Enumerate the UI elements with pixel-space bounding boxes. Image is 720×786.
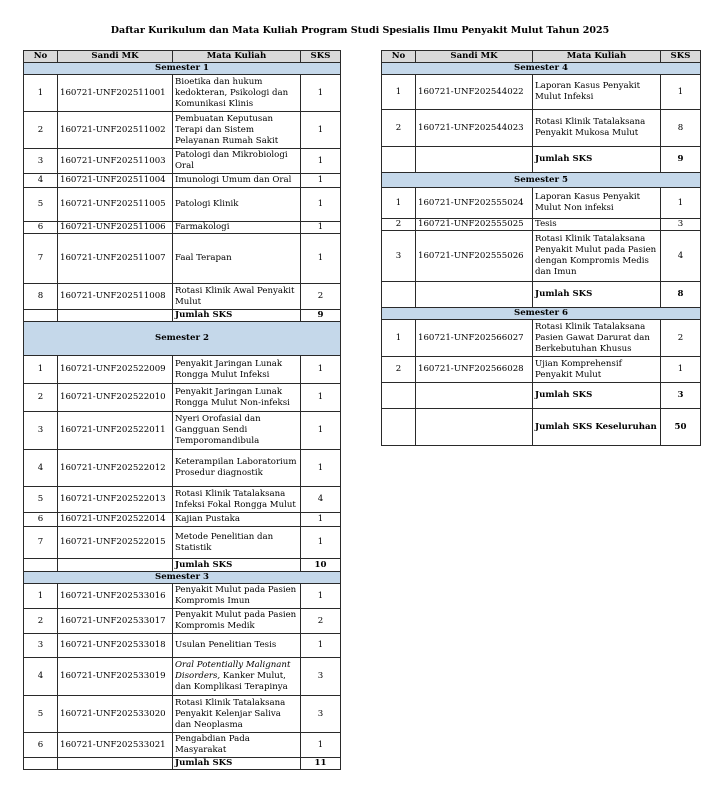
total-label: Jumlah SKS — [173, 559, 301, 572]
table-row — [24, 584, 341, 609]
semester-3-total: 11 — [301, 758, 341, 770]
table-row — [24, 149, 341, 174]
table-row — [24, 487, 341, 513]
table-row — [24, 384, 341, 412]
grand-total-value: 50 — [661, 409, 701, 446]
course-sks: 1 — [301, 634, 341, 658]
row-no: 1 — [24, 584, 58, 609]
course-code: 160721-UNF202522012 — [58, 450, 173, 487]
course-name: Kajian Pustaka — [173, 513, 301, 527]
table-row — [24, 527, 341, 559]
row-no: 3 — [382, 231, 416, 282]
row-no: 5 — [24, 696, 58, 733]
semester-6-total-row — [382, 383, 701, 409]
course-name: Penyakit Jaringan Lunak Rongga Mulut Infeksi — [173, 356, 301, 384]
total-label: Jumlah SKS — [533, 383, 661, 409]
semester-3-heading: Semester 3 — [24, 572, 341, 584]
row-no: 1 — [382, 188, 416, 219]
course-sks: 1 — [301, 527, 341, 559]
course-code: 160721-UNF202511001 — [58, 75, 173, 112]
course-name: Penyakit Mulut pada Pasien Kompromis Medik — [173, 609, 301, 634]
header-row — [24, 51, 341, 63]
course-sks: 8 — [661, 110, 701, 147]
course-name: Bioetika dan hukum kedokteran, Psikologi dan Komunikasi Klinis — [173, 75, 301, 112]
header-code: Sandi MK — [416, 51, 533, 63]
semester-5-total-row — [382, 282, 701, 308]
row-no: 2 — [382, 110, 416, 147]
course-code: 160721-UNF202555024 — [416, 188, 533, 219]
course-code: 160721-UNF202533021 — [58, 733, 173, 758]
table-row — [382, 357, 701, 383]
course-sks: 3 — [301, 658, 341, 696]
row-no: 2 — [382, 357, 416, 383]
course-code: 160721-UNF202566028 — [416, 357, 533, 383]
course-code: 160721-UNF202511008 — [58, 284, 173, 310]
header-code: Sandi MK — [58, 51, 173, 63]
course-name-italic: Oral Potentially Malignant Disorders, — [175, 660, 291, 681]
header-course: Mata Kuliah — [173, 51, 301, 63]
course-name: Rotasi Klinik Tatalaksana Penyakit Mukosa Mulut — [533, 110, 661, 147]
semester-2-heading: Semester 2 — [24, 322, 341, 356]
table-row — [24, 356, 341, 384]
row-no: 4 — [24, 450, 58, 487]
course-code: 160721-UNF202511005 — [58, 188, 173, 222]
course-code: 160721-UNF202533020 — [58, 696, 173, 733]
course-sks: 1 — [301, 384, 341, 412]
semester-5-heading: Semester 5 — [382, 173, 701, 188]
course-code: 160721-UNF202522009 — [58, 356, 173, 384]
course-sks: 1 — [301, 356, 341, 384]
course-name: Farmakologi — [173, 222, 301, 234]
course-code: 160721-UNF202522014 — [58, 513, 173, 527]
course-name: Penyakit Jaringan Lunak Rongga Mulut Non-infeksi — [173, 384, 301, 412]
course-sks: 1 — [301, 188, 341, 222]
row-no: 4 — [24, 174, 58, 188]
table-row — [24, 450, 341, 487]
course-sks: 1 — [661, 75, 701, 110]
row-no: 3 — [24, 412, 58, 450]
table-row — [382, 219, 701, 231]
row-no: 2 — [24, 609, 58, 634]
course-code: 160721-UNF202511002 — [58, 112, 173, 149]
course-code: 160721-UNF202522011 — [58, 412, 173, 450]
course-sks: 1 — [301, 733, 341, 758]
total-label: Jumlah SKS — [173, 758, 301, 770]
course-code: 160721-UNF202555026 — [416, 231, 533, 282]
row-no: 2 — [382, 219, 416, 231]
header-row — [382, 51, 701, 63]
course-name: Pembuatan Keputusan Terapi dan Sistem Pelayanan Rumah Sakit — [173, 112, 301, 149]
course-name: Rotasi Klinik Tatalaksana Penyakit Kelenjar Saliva dan Neoplasma — [173, 696, 301, 733]
course-name: Keterampilan Laboratorium Prosedur diagnostik — [173, 450, 301, 487]
course-sks: 4 — [661, 231, 701, 282]
document-title: Daftar Kurikulum dan Mata Kuliah Program Studi Spesialis Ilmu Penyakit Mulut Tahun 2025 — [110, 25, 610, 36]
course-sks: 2 — [301, 284, 341, 310]
table-row — [24, 284, 341, 310]
header-sks: SKS — [301, 51, 341, 63]
course-code: 160721-UNF202555025 — [416, 219, 533, 231]
table-row — [24, 609, 341, 634]
grand-total-row — [382, 409, 701, 446]
table-row — [382, 188, 701, 219]
course-sks: 1 — [301, 222, 341, 234]
total-label: Jumlah SKS — [533, 147, 661, 173]
course-code: 160721-UNF202566027 — [416, 320, 533, 357]
curriculum-table-right — [381, 50, 701, 446]
course-code: 160721-UNF202544023 — [416, 110, 533, 147]
row-no: 4 — [24, 658, 58, 696]
semester-4-total-row — [382, 147, 701, 173]
course-code: 160721-UNF202511006 — [58, 222, 173, 234]
course-name — [173, 658, 301, 696]
course-sks: 1 — [301, 450, 341, 487]
semester-4-total: 9 — [661, 147, 701, 173]
course-sks: 1 — [301, 75, 341, 112]
table-row — [24, 412, 341, 450]
row-no: 6 — [24, 513, 58, 527]
table-row — [24, 75, 341, 112]
semester-1-total: 9 — [301, 310, 341, 322]
row-no: 8 — [24, 284, 58, 310]
header-no: No — [382, 51, 416, 63]
course-name: Penyakit Mulut pada Pasien Kompromis Imun — [173, 584, 301, 609]
row-no: 1 — [24, 75, 58, 112]
table-row — [382, 231, 701, 282]
total-label: Jumlah SKS — [173, 310, 301, 322]
semester-1-heading: Semester 1 — [24, 63, 341, 75]
course-code: 160721-UNF202511004 — [58, 174, 173, 188]
course-name: Laporan Kasus Penyakit Mulut Infeksi — [533, 75, 661, 110]
table-row — [382, 320, 701, 357]
course-sks: 1 — [301, 412, 341, 450]
course-code: 160721-UNF202533018 — [58, 634, 173, 658]
course-code: 160721-UNF202522010 — [58, 384, 173, 412]
course-name: Imunologi Umum dan Oral — [173, 174, 301, 188]
course-name: Usulan Penelitian Tesis — [173, 634, 301, 658]
table-row — [24, 733, 341, 758]
course-name: Rotasi Klinik Tatalaksana Infeksi Fokal Rongga Mulut — [173, 487, 301, 513]
row-no: 6 — [24, 733, 58, 758]
course-name: Ujian Komprehensif Penyakit Mulut — [533, 357, 661, 383]
course-name: Pengabdian Pada Masyarakat — [173, 733, 301, 758]
table-row — [24, 513, 341, 527]
table-row — [24, 112, 341, 149]
course-sks: 1 — [301, 112, 341, 149]
course-sks: 3 — [301, 696, 341, 733]
header-no: No — [24, 51, 58, 63]
course-sks: 3 — [661, 219, 701, 231]
semester-6-heading: Semester 6 — [382, 308, 701, 320]
curriculum-table-left — [23, 50, 341, 770]
course-sks: 1 — [301, 174, 341, 188]
table-row — [382, 110, 701, 147]
semester-1-total-row — [24, 310, 341, 322]
course-sks: 1 — [301, 513, 341, 527]
semester-6-total: 3 — [661, 383, 701, 409]
header-sks: SKS — [661, 51, 701, 63]
course-code: 160721-UNF202511007 — [58, 234, 173, 284]
table-row — [24, 696, 341, 733]
course-sks: 4 — [301, 487, 341, 513]
course-name: Nyeri Orofasial dan Gangguan Sendi Temporomandibula — [173, 412, 301, 450]
course-sks: 1 — [301, 149, 341, 174]
table-row — [24, 658, 341, 696]
course-code: 160721-UNF202511003 — [58, 149, 173, 174]
row-no: 5 — [24, 188, 58, 222]
row-no: 2 — [24, 384, 58, 412]
table-row — [24, 222, 341, 234]
course-name: Patologi dan Mikrobiologi Oral — [173, 149, 301, 174]
row-no: 1 — [382, 320, 416, 357]
total-label: Jumlah SKS — [533, 282, 661, 308]
course-name: Faal Terapan — [173, 234, 301, 284]
course-sks: 1 — [661, 188, 701, 219]
course-name: Rotasi Klinik Awal Penyakit Mulut — [173, 284, 301, 310]
course-name: Laporan Kasus Penyakit Mulut Non infeksi — [533, 188, 661, 219]
semester-3-total-row — [24, 758, 341, 770]
header-course: Mata Kuliah — [533, 51, 661, 63]
row-no: 7 — [24, 234, 58, 284]
course-name: Patologi Klinik — [173, 188, 301, 222]
course-sks: 1 — [301, 234, 341, 284]
table-row — [382, 75, 701, 110]
course-code: 160721-UNF202522015 — [58, 527, 173, 559]
course-sks: 1 — [661, 357, 701, 383]
semester-4-heading: Semester 4 — [382, 63, 701, 75]
row-no: 2 — [24, 112, 58, 149]
course-name: Rotasi Klinik Tatalaksana Penyakit Mulut pada Pasien dengan Kompromis Medis dan Imun — [533, 231, 661, 282]
row-no: 3 — [24, 634, 58, 658]
course-name: Metode Penelitian dan Statistik — [173, 527, 301, 559]
row-no: 6 — [24, 222, 58, 234]
course-name: Rotasi Klinik Tatalaksana Pasien Gawat Darurat dan Berkebutuhan Khusus — [533, 320, 661, 357]
table-row — [24, 188, 341, 222]
semester-2-total: 10 — [301, 559, 341, 572]
course-name: Tesis — [533, 219, 661, 231]
table-row — [24, 174, 341, 188]
row-no: 5 — [24, 487, 58, 513]
course-sks: 2 — [301, 609, 341, 634]
table-row — [24, 234, 341, 284]
semester-2-total-row — [24, 559, 341, 572]
course-code: 160721-UNF202522013 — [58, 487, 173, 513]
row-no: 3 — [24, 149, 58, 174]
table-row — [24, 634, 341, 658]
course-name-rest: Kanker Mulut, dan Komplikasi Terapinya — [175, 671, 288, 692]
course-code: 160721-UNF202533017 — [58, 609, 173, 634]
semester-5-total: 8 — [661, 282, 701, 308]
row-no: 1 — [24, 356, 58, 384]
course-sks: 1 — [301, 584, 341, 609]
course-sks: 2 — [661, 320, 701, 357]
row-no: 1 — [382, 75, 416, 110]
row-no: 7 — [24, 527, 58, 559]
course-code: 160721-UNF202544022 — [416, 75, 533, 110]
grand-total-label: Jumlah SKS Keseluruhan — [533, 409, 661, 446]
course-code: 160721-UNF202533019 — [58, 658, 173, 696]
course-code: 160721-UNF202533016 — [58, 584, 173, 609]
